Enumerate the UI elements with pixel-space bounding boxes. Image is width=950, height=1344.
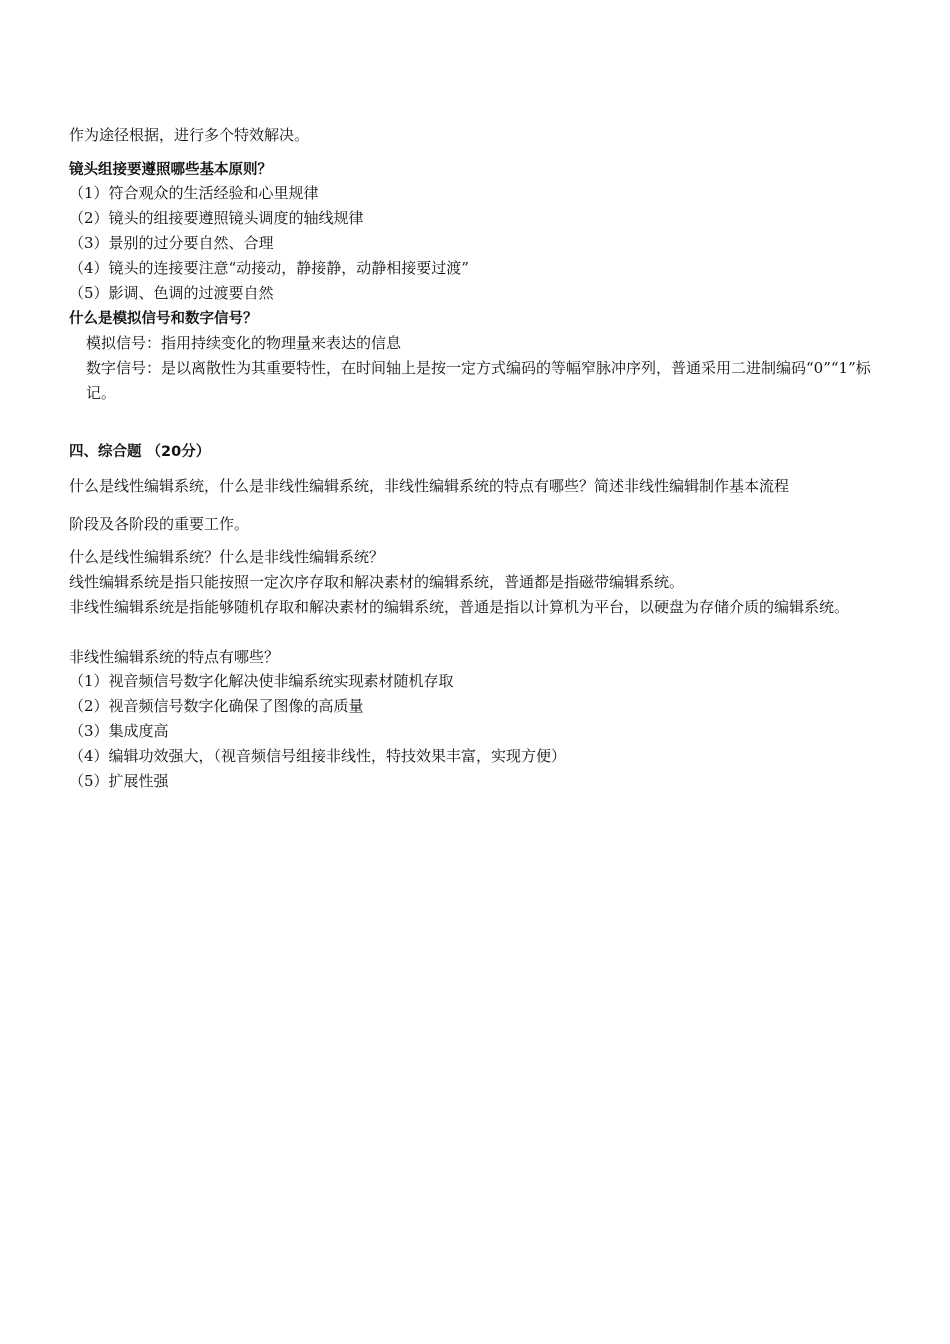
section-four-question-line2: 阶段及各阶段的重要工作。 (69, 515, 250, 533)
list-item: （1）视音频信号数字化解决使非编系统实现素材随机存取 (69, 672, 454, 690)
sub-question-features: 非线性编辑系统的特点有哪些？ (69, 648, 280, 666)
list-item: （1）符合观众的生活经验和心里规律 (69, 184, 319, 202)
digital-signal-definition: 数字信号：是以离散性为其重要特性，在时间轴上是按一定方式编码的等幅窄脉冲序列，普通采用二进制编码“0”“1”标记。 (86, 359, 871, 402)
list-item: （5）影调、色调的过渡要自然 (69, 284, 274, 302)
list-item: （2）镜头的组接要遵照镜头调度的轴线规律 (69, 209, 364, 227)
section-four-title: 四、综合题 （20分） (69, 444, 211, 460)
continuation-text: 作为途径根据，进行多个特效解决。 (69, 126, 310, 144)
list-item: （3）集成度高 (69, 722, 169, 740)
section-four-question-line1: 什么是线性编辑系统，什么是非线性编辑系统，非线性编辑系统的特点有哪些？简述非线性编辑制作基本流程 (69, 477, 790, 495)
analog-signal-definition: 模拟信号：指用持续变化的物理量来表达的信息 (86, 334, 402, 352)
sub-question-definitions: 什么是线性编辑系统？什么是非线性编辑系统？ (69, 548, 385, 566)
list-item: （2）视音频信号数字化确保了图像的高质量 (69, 697, 364, 715)
signal-question-heading: 什么是模拟信号和数字信号？ (69, 311, 258, 327)
list-item: （3）景别的过分要自然、合理 (69, 234, 274, 252)
list-item: （5）扩展性强 (69, 772, 169, 790)
list-item: （4）编辑功效强大，（视音频信号组接非线性，特技效果丰富，实现方便） (69, 747, 567, 765)
shot-question-heading: 镜头组接要遵照哪些基本原则？ (69, 162, 272, 178)
linear-editing-definition: 线性编辑系统是指只能按照一定次序存取和解决素材的编辑系统，普通都是指磁带编辑系统。 (69, 573, 685, 591)
nonlinear-editing-definition: 非线性编辑系统是指能够随机存取和解决素材的编辑系统，普通是指以计算机为平台，以硬盘为存储介质的编辑系统。 (69, 598, 850, 616)
list-item: （4）镜头的连接要注意“动接动，静接静，动静相接要过渡” (69, 259, 469, 277)
